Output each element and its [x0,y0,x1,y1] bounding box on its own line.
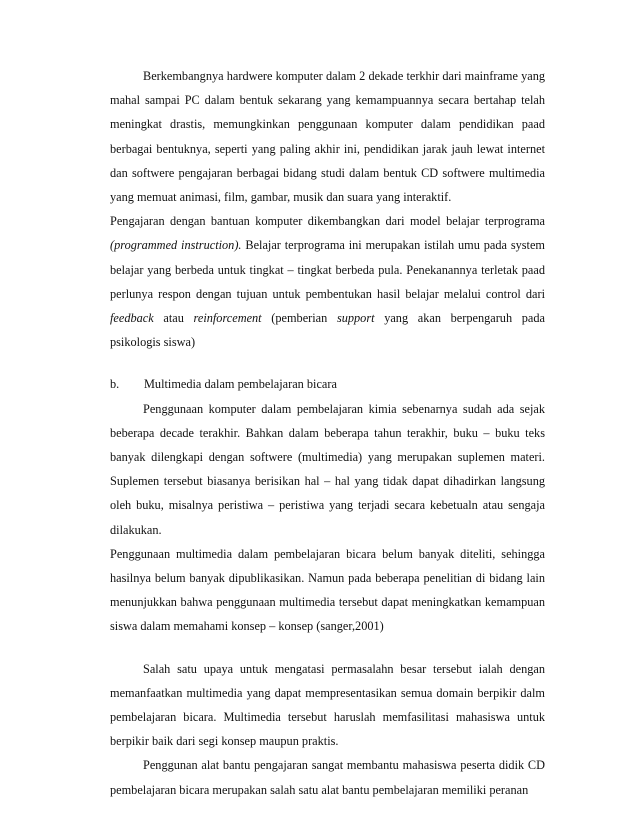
paragraph-text: atau [153,311,194,326]
emphasis-feedback: feedback [110,311,154,326]
section-heading-multimedia [110,372,545,396]
emphasis-programmed-instruction: (programmed instruction). [110,238,242,253]
paragraph-computer-usage: Penggunaan komputer dalam pembelajaran kimia sebenarnya sudah ada sejak beberapa decade terakhir. Bahkan dalam beberapa tahun terakhir, buku – buku teks banyak dilengkapi dengan softwere (multimedia) yang merupakan suplemen materi. Suplemen tersebut biasanya berisikan hal – hal yang tidak dapat dihadirkan langsung oleh buku, misalnya peristiwa – peristiwa yang terjadi secara kebetualn atau sengaja dilakukan. [110,401,545,537]
paragraph-spacer [110,639,545,657]
section-marker: b. [110,377,120,392]
paragraph-spacer [110,354,545,372]
section-title: Multimedia dalam pembelajaran bicara [144,377,337,392]
paragraph-text: Belajar terprograma ini merupakan istilah umu pada system belajar yang berbeda untuk tingkat – tingkat berbeda pula. Penekanannya terletak paad perlunya respon dengan tujuan untuk pembentukan hasil belajar melalui control dari [110,238,546,301]
emphasis-reinforcement: reinforcement [193,311,262,326]
paragraph-text: (pemberian [261,311,337,326]
paragraph-text: Pengajaran dengan bantuan komputer dikembangkan dari model belajar terprograma [110,214,545,229]
emphasis-support: support [336,311,375,326]
paragraph-hardware-development: Berkembangnya hardwere komputer dalam 2 dekade terkhir dari mainframe yang mahal sampai PC dalam bentuk sekarang yang kemampuannya secara bertahap telah meningkat drastis, memungkinkan penggunaan komputer dalam pendidikan paad berbagai bentuknya, seperti yang paling akhir ini, pendidikan jarak jauh lewat internet dan softwere pengajaran berbagai bidang studi dalam bentuk CD softwere multimedia yang memuat animasi, film, gambar, musik dan suara yang interaktif. [110,69,545,205]
paragraph-multimedia-research: Penggunaan multimedia dalam pembelajaran bicara belum banyak diteliti, sehingga hasilnya belum banyak dipublikasikan. Namun pada beberapa penelitian di bidang lain menunjukkan bahwa penggunaan multimedia tersebut dapat meningkatkan kemampuan siswa dalam memahami konsep – konsep (sanger,2001) [110,546,545,634]
paragraph-programmed-instruction [110,209,545,354]
paragraph-teaching-aids: Penggunan alat bantu pengajaran sangat membantu mahasiswa peserta didik CD pembelajaran bicara merupakan salah satu alat bantu pembelajaran memiliki peranan [110,758,545,797]
document-page [110,64,545,802]
paragraph-text: yang akan berpengaruh pada psikologis siswa) [110,311,545,350]
paragraph-problem-solution: Salah satu upaya untuk mengatasi permasalahn besar tersebut ialah dengan memanfaatkan multimedia yang dapat mempresentasikan semua domain berpikir dalm pembelajaran bicara. Multimedia tersebut haruslah memfasilitasi mahasiswa untuk berpikir baik dari segi konsep maupun praktis. [110,661,545,749]
